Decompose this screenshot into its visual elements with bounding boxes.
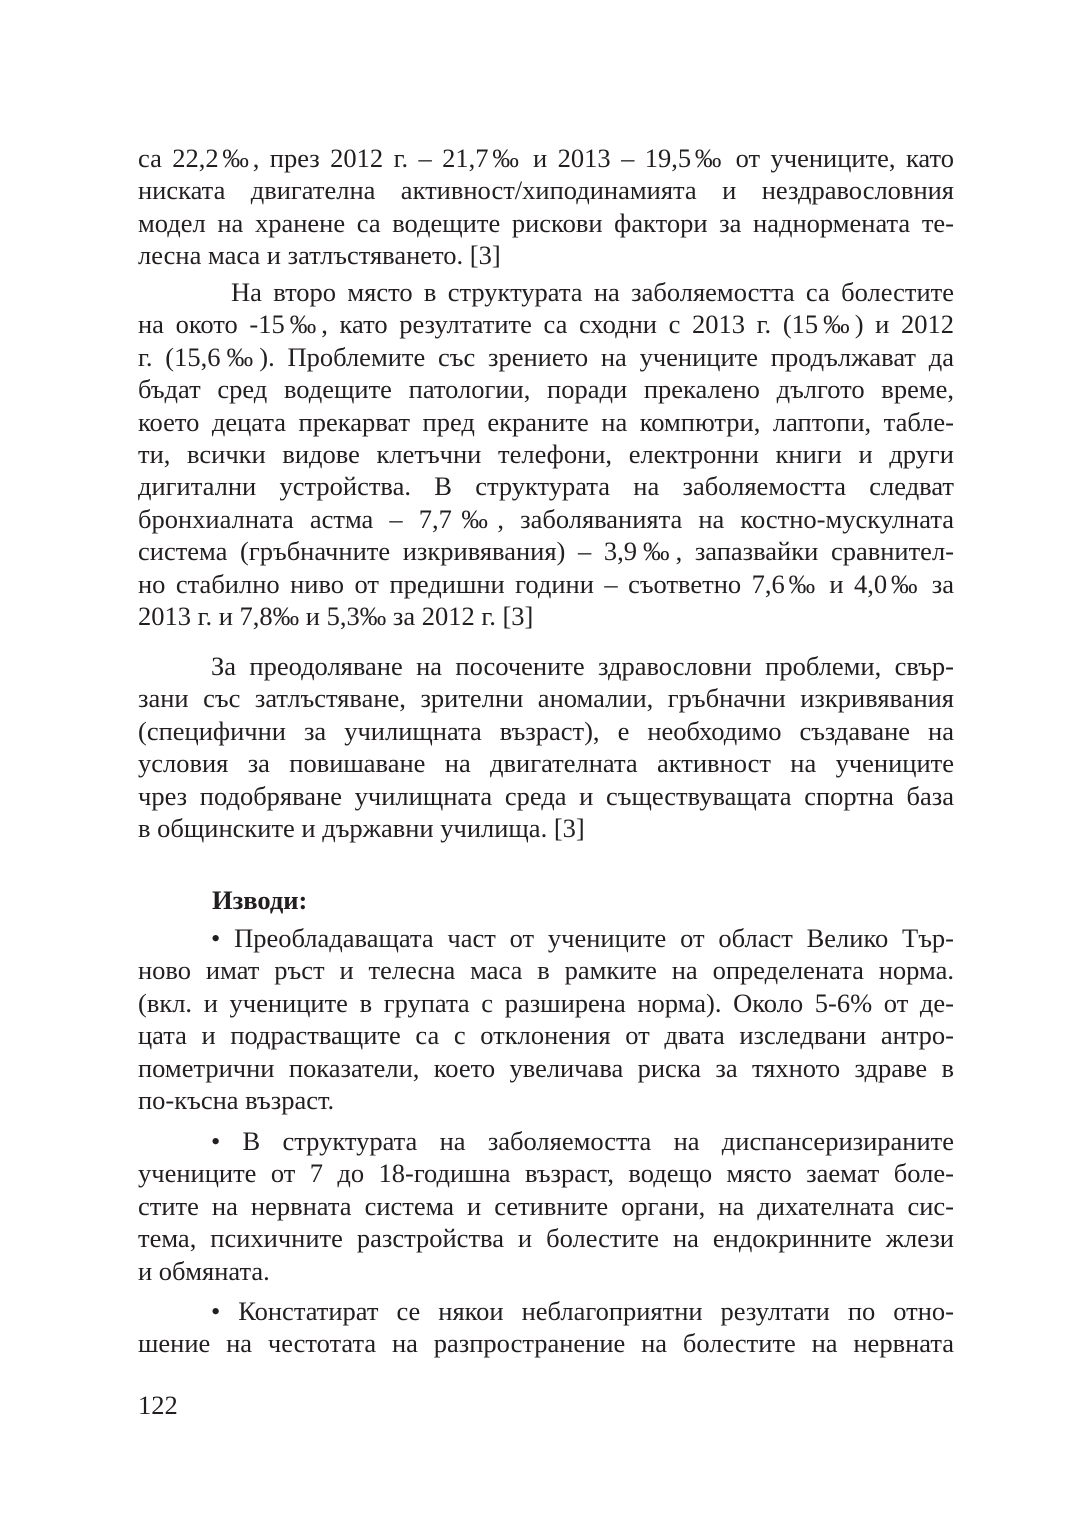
text-line: 2013 г. и 7,8‰ и 5,3‰ за 2012 г. [3]: [138, 600, 534, 631]
paragraph-eye-diseases: [138, 276, 954, 632]
page-number: 122: [138, 1390, 178, 1420]
text-line: На второ място в структурата на заболяемостта са болестите: [231, 277, 954, 307]
text-line: модел на хранене са водещите рискови фактори за наднормената те-: [138, 207, 954, 238]
text-line: на окото -15‰, като резултатите са сходни с 2013 г. (15‰) и 2012: [138, 309, 954, 340]
text-line: в общинските и държавни училища. [3]: [138, 812, 585, 843]
text-line: ново имат ръст и телесна маса в рамките на определената норма.: [138, 955, 954, 986]
paragraph-overcoming-problems: [138, 650, 954, 844]
text-line: но стабилно ниво от предишни години – съответно 7,6‰ и 4,0‰ за: [138, 568, 954, 599]
text-line: и обмяната.: [138, 1255, 270, 1286]
text-line: За преодоляване на посочените здравословни проблеми, свър-: [211, 651, 954, 681]
text-line: са 22,2‰, през 2012 г. – 21,7‰ и 2013 – 19,5‰ от учениците, като: [138, 143, 954, 173]
text-line: чрез подобряване училищната среда и съществуващата спортна база: [138, 780, 954, 811]
text-line: г. (15,6‰). Проблемите със зрението на учениците продължават да: [138, 341, 954, 372]
text-line: условия за повишаване на двигателната активност на учениците: [138, 748, 954, 779]
text-line: бъдат сред водещите патологии, поради прекалено дългото време,: [138, 374, 954, 405]
text-line: стите на нервната система и сетивните органи, на дихателната сис-: [138, 1190, 954, 1221]
text-line: бронхиалната астма – 7,7‰, заболяванията на костно-мускулната: [138, 503, 954, 534]
text-line: • Констатират се някои неблагоприятни резултати по отно-: [211, 1296, 954, 1326]
text-line: което децата прекарват пред екраните на компютри, лаптопи, табле-: [138, 406, 954, 437]
text-line: тема, психичните разстройства и болестите на ендокринните жлези: [138, 1223, 954, 1254]
text-line: • Преобладаващата част от учениците от област Велико Тър-: [211, 923, 954, 953]
text-line: система (гръбначните изкривявания) – 3,9‰, запазвайки сравнител-: [138, 536, 954, 567]
text-line: • В структурата на заболяемостта на диспансеризираните: [211, 1126, 954, 1156]
text-line: по-късна възраст.: [138, 1084, 335, 1115]
conclusion-bullet-3: [138, 1295, 954, 1360]
text-line: (специфични за училищната възраст), е необходимо създаване на: [138, 715, 954, 746]
text-line: шение на честотата на разпространение на болестите на нервната: [138, 1328, 954, 1359]
text-line: ти, всички видове клетъчни телефони, електронни книги и други: [138, 438, 954, 469]
conclusions-heading: Изводи:: [212, 885, 308, 915]
text-line: пометрични показатели, което увеличава риска за тяхното здраве в: [138, 1052, 954, 1083]
conclusion-bullet-2: [138, 1125, 954, 1287]
text-line: зани със затлъстяване, зрителни аномалии, гръбначни изкривявания: [138, 683, 954, 714]
text-line: учениците от 7 до 18-годишна възраст, водещо място заемат боле-: [138, 1158, 954, 1189]
text-line: (вкл. и учениците в групата с разширена норма). Около 5-6% от де-: [138, 987, 954, 1018]
text-line: цата и подрастващите са с отклонения от двата изследвани антро-: [138, 1020, 954, 1051]
text-line: ниската двигателна активност/хиподинамията и нездравословния: [138, 175, 954, 206]
text-line: дигитални устройства. В структурата на заболяемостта следват: [138, 471, 954, 502]
text-line: лесна маса и затлъстяването. [3]: [138, 240, 501, 271]
paragraph-obesity-risk: [138, 142, 954, 272]
conclusion-bullet-1: [138, 922, 954, 1116]
